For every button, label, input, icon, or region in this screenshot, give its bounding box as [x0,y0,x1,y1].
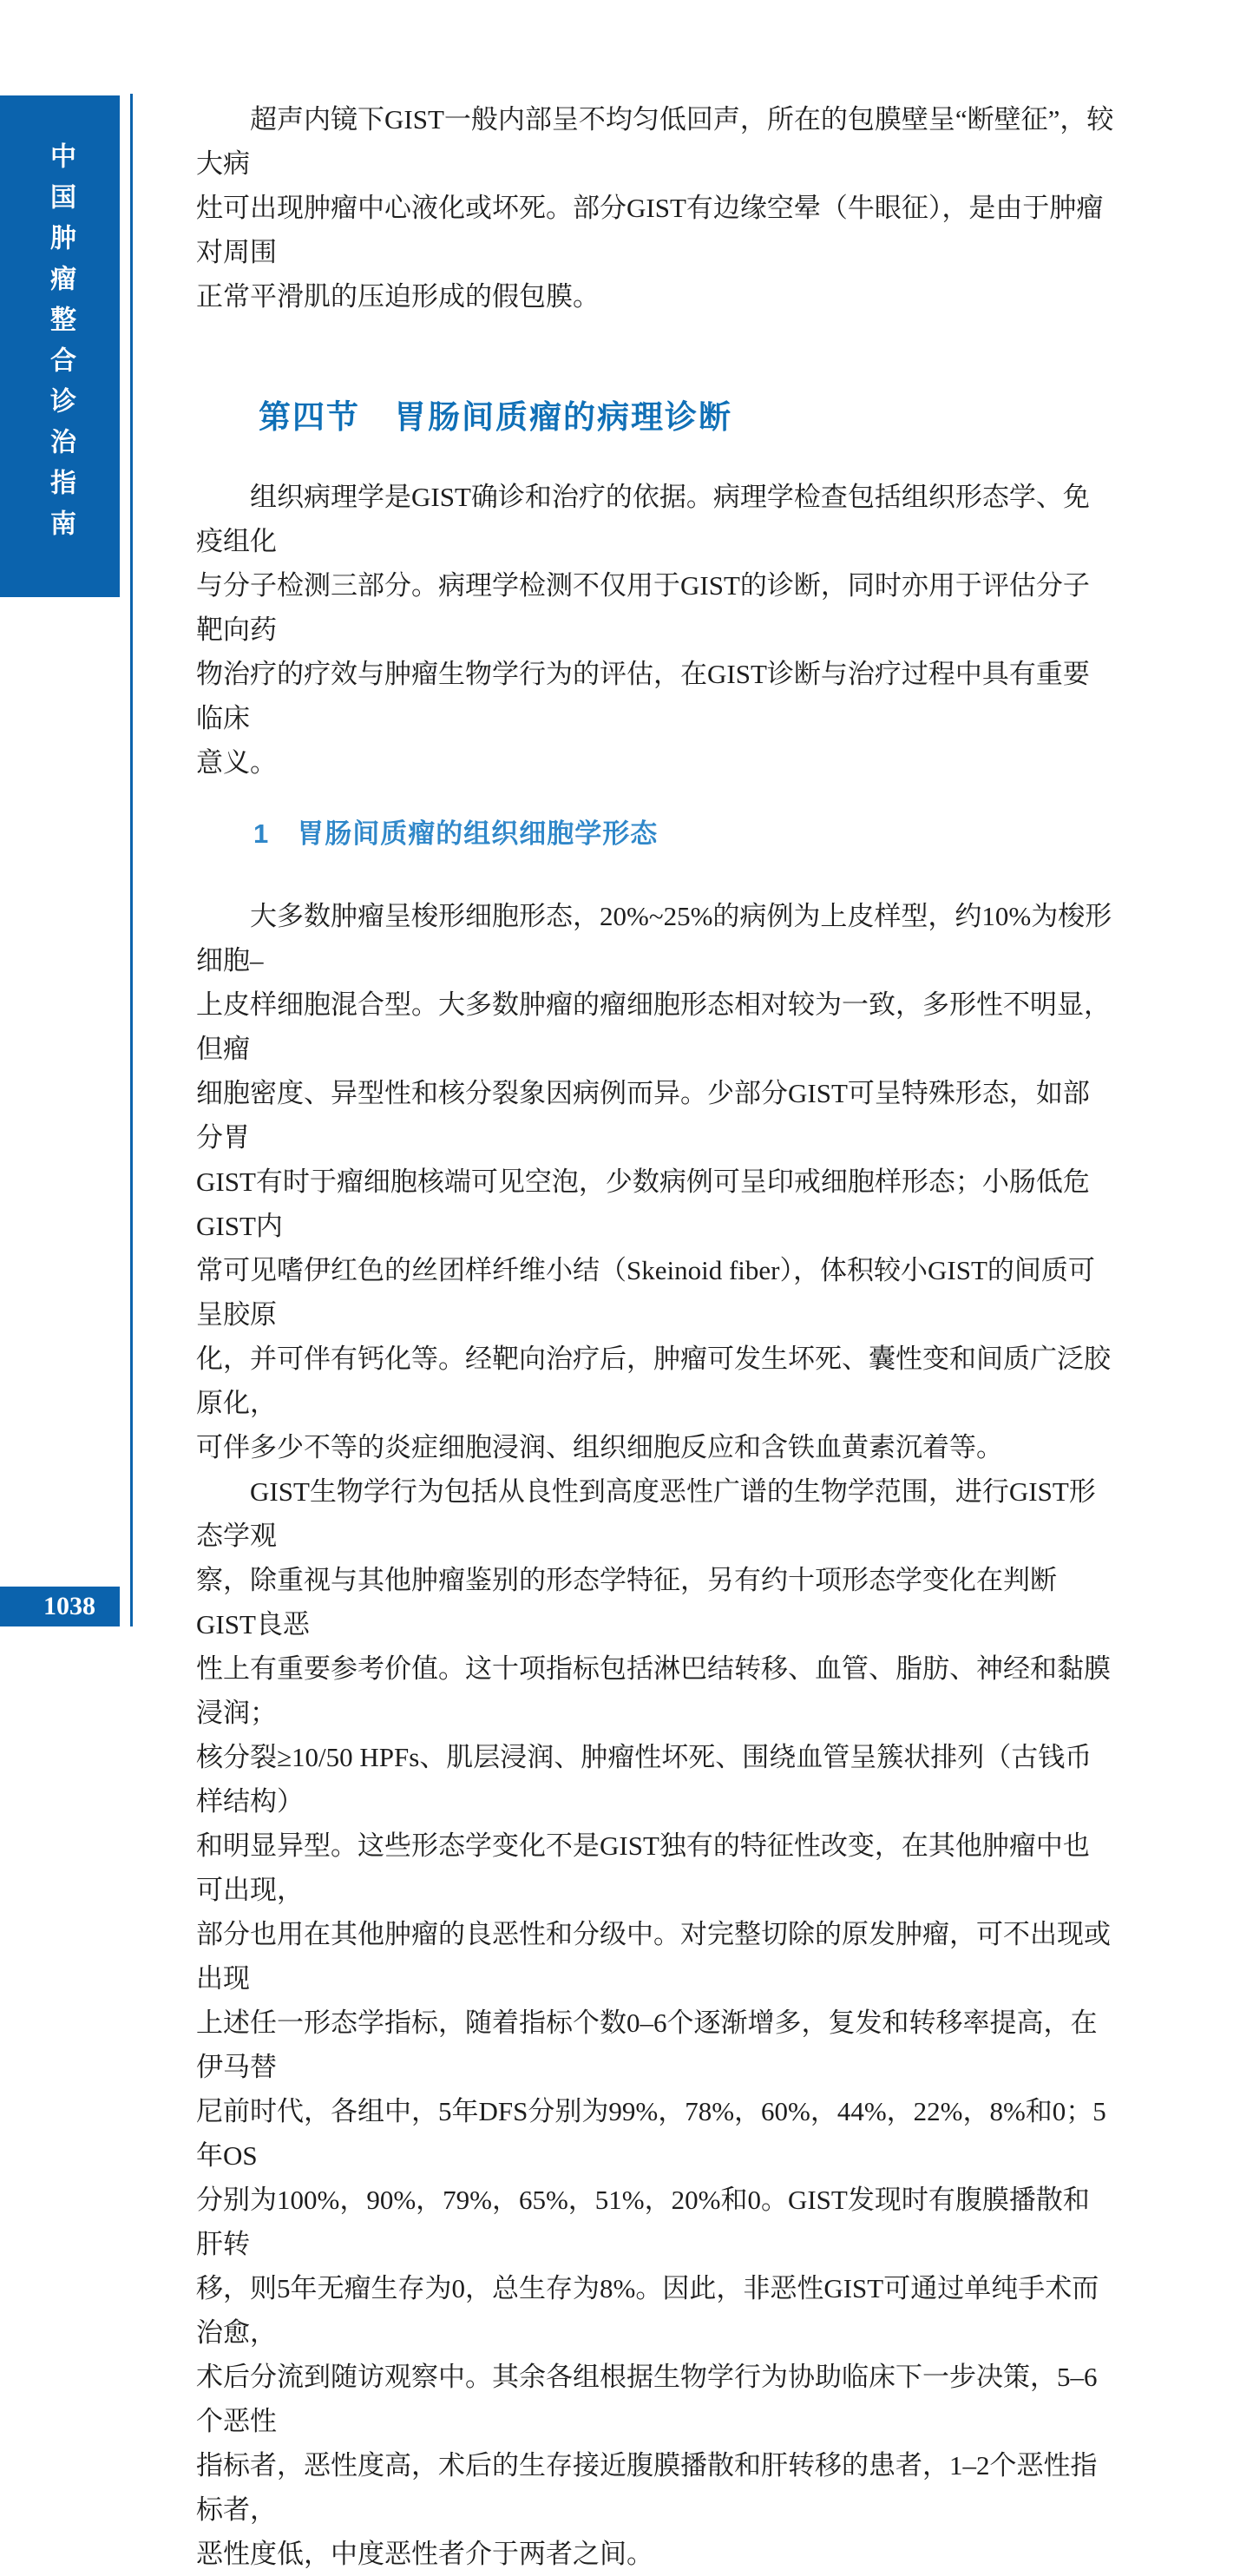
paragraph-biological-behavior: GIST生物学行为包括从良性到高度恶性广谱的生物学范围，进行GIST形态学观 察，除重视与其他肿瘤鉴别的形态学特征，另有约十项形态学变化在判断GIST良恶 性上有重要参考价值。这十项指标包括淋巴结转移、血管、脂肪、神经和黏膜浸润； 核分裂≥10/50 HPFs、肌层浸润、肿瘤性坏死、围绕血管呈簇状排列（古钱币样结构） 和明显异型。这些形态学变化不是GIST独有的特征性改变，在其他肿瘤中也可出现， 部分也用在其他肿瘤的良恶性和分级中。对完整切除的原发肿瘤，可不出现或出现 上述任一形态学指标，随着指标个数0–6个逐渐增多，复发和转移率提高，在伊马替 尼前时代，各组中，5年DFS分别为99%，78%，60%，44%，22%，8%和0；5年OS 分别为100%，90%，79%，65%，51%，20%和0。GIST发现时有腹膜播散和肝转 移，则5年无瘤生存为0，总生存为8%。因此，非恶性GIST可通过单纯手术而治愈， 术后分流到随访观察中。其余各组根据生物学行为协助临床下一步决策，5–6个恶性 指标者，恶性度高，术后的生存接近腹膜播散和肝转移的患者，1–2个恶性指标者， 恶性度低，中度恶性者介于两者之间。 [196,1476,1111,2569]
paragraph-pathology-intro: 组织病理学是GIST确诊和治疗的依据。病理学检查包括组织形态学、免疫组化 与分子检测三部分。病理学检测不仅用于GIST的诊断，同时亦用于评估分子靶向药 物治疗的疗效与肿瘤生物学行为的评估，在GIST诊断与治疗过程中具有重要临床 意义。 [196,482,1090,778]
page-number: 1038 [43,1592,95,1620]
main-text-column [196,0,1114,2576]
page-number-badge [0,1587,120,1626]
series-title: 中国肿瘤整合诊治指南 [46,142,75,550]
vertical-rule [130,94,133,1626]
paragraph-endoscopy-findings: 超声内镜下GIST一般内部呈不均匀低回声，所在的包膜壁呈“断壁征”，较大病 灶可出现肿瘤中心液化或坏死。部分GIST有边缘空晕（牛眼征），是由于肿瘤对周围 正常平滑肌的压迫形成的假包膜。 [196,104,1114,312]
paragraph-cell-morphology: 大多数肿瘤呈梭形细胞形态，20%~25%的病例为上皮样型，约10%为梭形细胞– 上皮样细胞混合型。大多数肿瘤的瘤细胞形态相对较为一致，多形性不明显，但瘤 细胞密度、异型性和核分裂象因病例而异。少部分GIST可呈特殊形态，如部分胃 GIST有时于瘤细胞核端可见空泡，少数病例可呈印戒细胞样形态；小肠低危GIST内 常可见嗜伊红色的丝团样纤维小结（Skeinoid fiber），体积较小GIST的间质可呈胶原 化，并可伴有钙化等。经靶向治疗后，肿瘤可发生坏死、囊性变和间质广泛胶原化， 可伴多少不等的炎症细胞浸润、组织细胞反应和含铁血黄素沉着等。 [196,901,1112,1462]
series-banner [0,95,120,597]
subsection-heading: 1 胃肠间质瘤的组织细胞学形态 [253,818,659,849]
section-heading: 第四节 胃肠间质瘤的病理诊断 [259,400,732,436]
